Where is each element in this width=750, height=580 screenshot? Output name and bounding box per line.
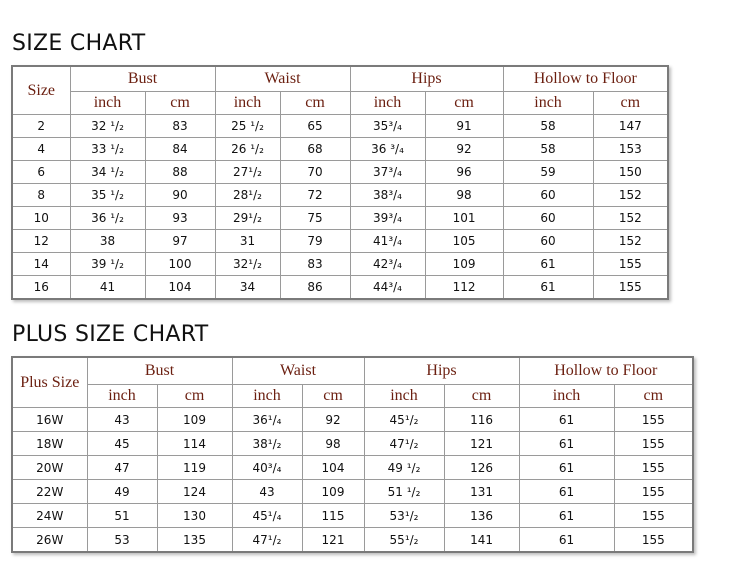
table-cell: 58 [503, 138, 593, 161]
unit-header: inch [215, 92, 280, 115]
table-row [12, 504, 693, 528]
table-cell: 91 [425, 115, 503, 138]
table-row [12, 480, 693, 504]
table-row [12, 456, 693, 480]
table-cell: 61 [519, 504, 614, 528]
size-cell: 12 [12, 230, 70, 253]
table-cell: 100 [145, 253, 215, 276]
table-cell: 124 [157, 480, 232, 504]
table-cell: 49 ¹/₂ [364, 456, 444, 480]
table-row [12, 276, 668, 300]
table-row [12, 408, 693, 432]
table-cell: 96 [425, 161, 503, 184]
table-cell: 55¹/₂ [364, 528, 444, 553]
hollow-to-floor-group-header: Hollow to Floor [503, 66, 668, 92]
size-chart-title: SIZE CHART [12, 31, 146, 56]
waist-group-header: Waist [232, 357, 364, 385]
table-cell: 152 [593, 207, 668, 230]
table-row [12, 207, 668, 230]
size-cell: 22W [12, 480, 87, 504]
size-cell: 2 [12, 115, 70, 138]
table-cell: 130 [157, 504, 232, 528]
table-cell: 32¹/₂ [215, 253, 280, 276]
table-cell: 93 [145, 207, 215, 230]
table-cell: 53¹/₂ [364, 504, 444, 528]
unit-header: inch [364, 385, 444, 408]
table-cell: 61 [519, 528, 614, 553]
table-cell: 72 [280, 184, 350, 207]
table-cell: 65 [280, 115, 350, 138]
table-cell: 155 [614, 528, 693, 553]
table-cell: 153 [593, 138, 668, 161]
table-cell: 109 [425, 253, 503, 276]
unit-header: cm [444, 385, 519, 408]
table-cell: 47 [87, 456, 157, 480]
table-cell: 47¹/₂ [232, 528, 302, 553]
table-cell: 150 [593, 161, 668, 184]
table-cell: 60 [503, 184, 593, 207]
table-cell: 28¹/₂ [215, 184, 280, 207]
table-cell: 45¹/₂ [364, 408, 444, 432]
table-cell: 61 [503, 276, 593, 300]
table-cell: 51 [87, 504, 157, 528]
table-cell: 35³/₄ [350, 115, 425, 138]
table-cell: 45¹/₄ [232, 504, 302, 528]
table-cell: 51 ¹/₂ [364, 480, 444, 504]
size-cell: 14 [12, 253, 70, 276]
table-cell: 41 [70, 276, 145, 300]
size-cell: 10 [12, 207, 70, 230]
table-cell: 32 ¹/₂ [70, 115, 145, 138]
unit-header: inch [87, 385, 157, 408]
table-cell: 53 [87, 528, 157, 553]
table-cell: 92 [425, 138, 503, 161]
table-cell: 79 [280, 230, 350, 253]
table-cell: 101 [425, 207, 503, 230]
table-row [12, 432, 693, 456]
table-cell: 126 [444, 456, 519, 480]
size-column-header: Size [12, 66, 70, 115]
table-cell: 38 [70, 230, 145, 253]
table-cell: 131 [444, 480, 519, 504]
table-cell: 37³/₄ [350, 161, 425, 184]
unit-header: cm [157, 385, 232, 408]
table-row [12, 161, 668, 184]
unit-header: cm [302, 385, 364, 408]
table-cell: 155 [614, 408, 693, 432]
table-cell: 39³/₄ [350, 207, 425, 230]
table-cell: 155 [614, 504, 693, 528]
table-cell: 147 [593, 115, 668, 138]
table-cell: 119 [157, 456, 232, 480]
hollow-to-floor-group-header: Hollow to Floor [519, 357, 693, 385]
bust-group-header: Bust [87, 357, 232, 385]
table-cell: 68 [280, 138, 350, 161]
table-cell: 58 [503, 115, 593, 138]
table-cell: 98 [302, 432, 364, 456]
hips-group-header: Hips [350, 66, 503, 92]
table-cell: 49 [87, 480, 157, 504]
table-row [12, 253, 668, 276]
table-cell: 114 [157, 432, 232, 456]
table-cell: 88 [145, 161, 215, 184]
table-cell: 115 [302, 504, 364, 528]
table-row [12, 138, 668, 161]
size-cell: 26W [12, 528, 87, 553]
plus-size-chart-title: PLUS SIZE CHART [12, 322, 209, 347]
bust-group-header: Bust [70, 66, 215, 92]
table-cell: 155 [593, 276, 668, 300]
size-cell: 24W [12, 504, 87, 528]
table-cell: 38³/₄ [350, 184, 425, 207]
table-cell: 36¹/₄ [232, 408, 302, 432]
table-cell: 75 [280, 207, 350, 230]
table-cell: 31 [215, 230, 280, 253]
table-cell: 83 [145, 115, 215, 138]
table-cell: 43 [232, 480, 302, 504]
table-cell: 47¹/₂ [364, 432, 444, 456]
size-cell: 16 [12, 276, 70, 300]
table-cell: 33 ¹/₂ [70, 138, 145, 161]
table-cell: 36 ¹/₂ [70, 207, 145, 230]
table-cell: 34 [215, 276, 280, 300]
table-cell: 155 [614, 456, 693, 480]
table-cell: 61 [503, 253, 593, 276]
table-cell: 155 [614, 432, 693, 456]
size-cell: 6 [12, 161, 70, 184]
plus-size-chart-table [11, 356, 694, 553]
unit-header: inch [519, 385, 614, 408]
unit-header-row [12, 92, 668, 115]
unit-header: inch [70, 92, 145, 115]
table-cell: 116 [444, 408, 519, 432]
table-cell: 36 ³/₄ [350, 138, 425, 161]
table-cell: 61 [519, 408, 614, 432]
unit-header: cm [593, 92, 668, 115]
table-cell: 43 [87, 408, 157, 432]
unit-header: inch [350, 92, 425, 115]
table-cell: 61 [519, 480, 614, 504]
table-cell: 34 ¹/₂ [70, 161, 145, 184]
table-cell: 121 [444, 432, 519, 456]
group-header-row [12, 357, 693, 385]
unit-header: cm [280, 92, 350, 115]
table-cell: 29¹/₂ [215, 207, 280, 230]
unit-header: cm [145, 92, 215, 115]
table-row [12, 528, 693, 553]
size-cell: 18W [12, 432, 87, 456]
size-cell: 8 [12, 184, 70, 207]
table-cell: 59 [503, 161, 593, 184]
unit-header: cm [614, 385, 693, 408]
unit-header: cm [425, 92, 503, 115]
table-row [12, 230, 668, 253]
table-cell: 26 ¹/₂ [215, 138, 280, 161]
table-cell: 97 [145, 230, 215, 253]
table-cell: 60 [503, 207, 593, 230]
table-cell: 40³/₄ [232, 456, 302, 480]
unit-header-row [12, 385, 693, 408]
group-header-row [12, 66, 668, 92]
table-cell: 90 [145, 184, 215, 207]
unit-header: inch [503, 92, 593, 115]
table-cell: 136 [444, 504, 519, 528]
waist-group-header: Waist [215, 66, 350, 92]
table-cell: 141 [444, 528, 519, 553]
table-cell: 155 [614, 480, 693, 504]
table-cell: 109 [302, 480, 364, 504]
table-cell: 61 [519, 432, 614, 456]
size-cell: 4 [12, 138, 70, 161]
table-cell: 98 [425, 184, 503, 207]
table-cell: 61 [519, 456, 614, 480]
table-cell: 104 [145, 276, 215, 300]
table-cell: 84 [145, 138, 215, 161]
table-cell: 60 [503, 230, 593, 253]
table-row [12, 115, 668, 138]
table-cell: 152 [593, 230, 668, 253]
table-cell: 86 [280, 276, 350, 300]
size-cell: 16W [12, 408, 87, 432]
table-cell: 39 ¹/₂ [70, 253, 145, 276]
table-row [12, 184, 668, 207]
size-chart-table [11, 65, 669, 300]
table-cell: 42³/₄ [350, 253, 425, 276]
table-cell: 104 [302, 456, 364, 480]
table-cell: 27¹/₂ [215, 161, 280, 184]
table-cell: 155 [593, 253, 668, 276]
table-cell: 25 ¹/₂ [215, 115, 280, 138]
table-cell: 112 [425, 276, 503, 300]
table-cell: 121 [302, 528, 364, 553]
unit-header: inch [232, 385, 302, 408]
table-cell: 105 [425, 230, 503, 253]
table-cell: 109 [157, 408, 232, 432]
table-cell: 135 [157, 528, 232, 553]
table-cell: 70 [280, 161, 350, 184]
table-cell: 92 [302, 408, 364, 432]
table-cell: 38¹/₂ [232, 432, 302, 456]
table-cell: 35 ¹/₂ [70, 184, 145, 207]
table-cell: 152 [593, 184, 668, 207]
table-cell: 83 [280, 253, 350, 276]
table-cell: 41³/₄ [350, 230, 425, 253]
table-cell: 45 [87, 432, 157, 456]
hips-group-header: Hips [364, 357, 519, 385]
size-cell: 20W [12, 456, 87, 480]
plus-size-column-header: Plus Size [12, 357, 87, 408]
table-cell: 44³/₄ [350, 276, 425, 300]
